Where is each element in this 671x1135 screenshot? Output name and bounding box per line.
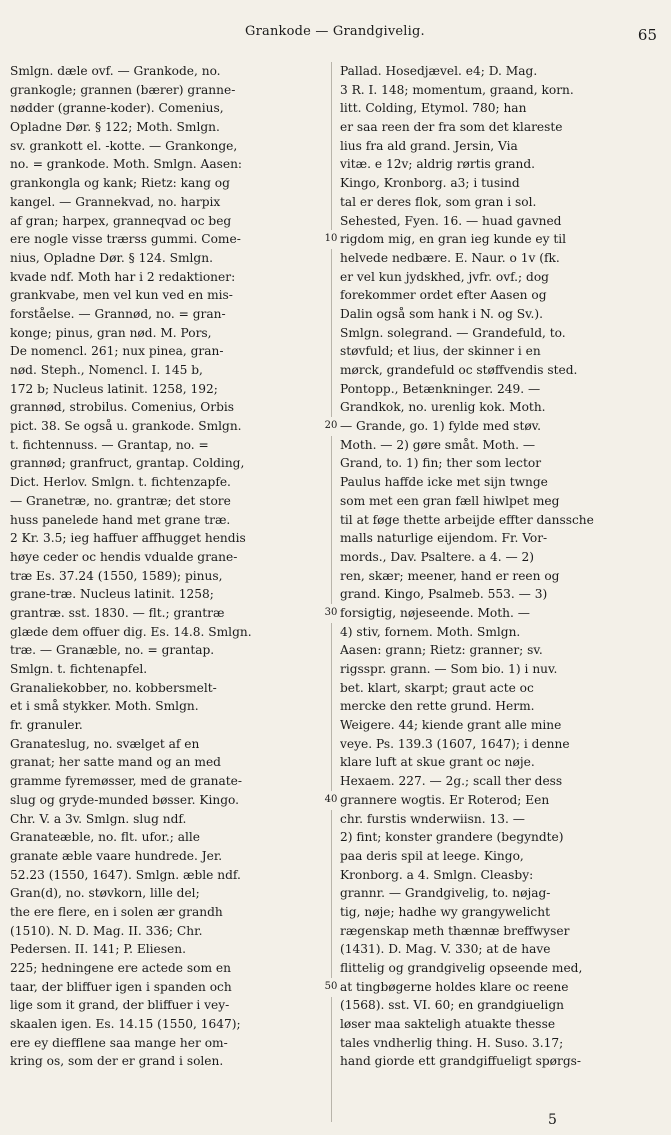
line-number: 50 xyxy=(322,978,340,997)
text-line: klare luft at skue grant oc nøje. xyxy=(340,755,535,770)
text-line: 52.23 (1550, 1647). Smlgn. æble ndf. xyxy=(10,867,241,882)
text-line: kring os, som der er grand i solen. xyxy=(10,1054,224,1069)
text-line: grannød; granfruct, grantap. Colding, xyxy=(10,456,245,471)
text-line: støvfuld; et lius, der skinner i en xyxy=(340,344,541,359)
text-line: hand giorde ett grandgiffueligt spørgs- xyxy=(340,1054,582,1069)
text-line: — Granetræ, no. grantræ; det store xyxy=(10,493,231,508)
text-line: ere nogle visse trærss gummi. Come- xyxy=(10,232,241,247)
text-line: lige som it grand, der bliffuer i vey- xyxy=(10,998,230,1013)
text-line: Weigere. 44; kiende grant alle mine xyxy=(340,718,562,733)
text-line: Grandkok, no. urenlig kok. Moth. xyxy=(340,400,546,415)
text-line: et i små stykker. Moth. Smlgn. xyxy=(10,699,199,714)
text-line: grankvabe, men vel kun ved en mis- xyxy=(10,288,233,303)
text-line: skaalen igen. Es. 14.15 (1550, 1647); xyxy=(10,1017,241,1032)
text-line: rægenskap meth thænnæ breffwyser xyxy=(340,923,570,938)
text-line: at tingbøgerne holdes klare oc reene xyxy=(340,979,569,994)
text-line: ren, skær; meener, hand er reen og xyxy=(340,568,560,583)
text-line: Granateæble, no. flt. ufor.; alle xyxy=(10,830,200,845)
text-line: Smlgn. solegrand. — Grandefuld, to. xyxy=(340,325,566,340)
text-line: fr. granuler. xyxy=(10,718,83,733)
text-line: rigsspr. grann. — Som bio. 1) i nuv. xyxy=(340,662,558,676)
text-line: ere ey diefflene saa mange her om- xyxy=(10,1035,228,1050)
text-line: huss panelede hand met grane træ. xyxy=(10,512,231,527)
text-line: Hexaem. 227. — 2g.; scall ther dess xyxy=(340,774,563,789)
text-line: høye ceder oc hendis vdualde grane- xyxy=(10,549,238,564)
text-line: nødder (granne-koder). Comenius, xyxy=(10,101,224,116)
text-line: Gran(d), no. støvkorn, lille del; xyxy=(10,886,200,901)
text-line: grand. Kingo, Psalmeb. 553. — 3) xyxy=(340,587,548,602)
text-line: 172 b; Nucleus latinit. 1258, 192; xyxy=(10,381,218,396)
text-line: af gran; harpex, granneqvad oc beg xyxy=(10,213,232,228)
text-line: lius fra ald grand. Jersin, Via xyxy=(340,138,518,153)
text-line: malls naturlige eijendom. Fr. Vor- xyxy=(340,531,548,546)
text-line: som met een gran fæll hiwlpet meg xyxy=(340,493,560,508)
text-line: Pallad. Hosedjævel. e4; D. Mag. xyxy=(340,64,538,78)
text-line: mords., Dav. Psaltere. a 4. — 2) xyxy=(340,549,535,564)
text-line: Pontopp., Betænkninger. 249. — xyxy=(340,381,541,396)
text-line: grantræ. sst. 1830. — flt.; grantræ xyxy=(10,605,225,620)
text-line: er vel kun jydskhed, jvfr. ovf.; dog xyxy=(340,269,549,284)
text-line: grannere wogtis. Er Roterod; Een xyxy=(340,792,550,807)
text-line: flittelig og grandgivelig opseende med, xyxy=(340,961,583,975)
text-line: bet. klart, skarpt; graut acte oc xyxy=(340,680,534,695)
text-line: Sehested, Fyen. 16. — huad gavned xyxy=(340,213,562,228)
text-line: Smlgn. t. fichtenapfel. xyxy=(10,662,148,676)
line-number: 40 xyxy=(322,791,340,810)
text-line: mørck, grandefuld oc støffvendis sted. xyxy=(340,363,578,377)
line-number: 10 xyxy=(322,230,340,249)
text-line: Chr. V. a 3v. Smlgn. slug ndf. xyxy=(10,811,187,826)
text-line: tal er deres flok, som gran i sol. xyxy=(340,194,537,209)
text-line: Dict. Herlov. Smlgn. t. fichtenzapfe. xyxy=(10,475,231,490)
text-line: De nomencl. 261; nux pinea, gran- xyxy=(10,344,224,359)
text-line: grankogle; grannen (bærer) granne- xyxy=(10,82,236,97)
text-line: Granaliekobber, no. kobbersmelt- xyxy=(10,680,217,695)
text-line: grane-træ. Nucleus latinit. 1258; xyxy=(10,587,214,602)
text-line: grannr. — Grandgivelig, to. nøjag- xyxy=(340,886,551,901)
text-line: — Grande, go. 1) fylde med støv. xyxy=(340,419,541,434)
text-line: granate æble vaare hundrede. Jer. xyxy=(10,848,223,863)
text-line: Paulus haffde icke met sijn twnge xyxy=(340,475,548,490)
text-line: Grand, to. 1) fin; ther som lector xyxy=(340,456,542,471)
text-line: Kingo, Kronborg. a3; i tusind xyxy=(340,176,520,191)
text-line: mercke den rette grund. Herm. xyxy=(340,699,535,714)
text-line: til at føge thette arbeijde effter danssche xyxy=(340,512,594,527)
text-line: 3 R. I. 148; momentum, graand, korn. xyxy=(340,82,574,97)
text-line: sv. grankott el. -kotte. — Grankonge, xyxy=(10,138,238,153)
text-line: 225; hedningene ere actede som en xyxy=(10,961,231,975)
text-line: forekommer ordet efter Aasen og xyxy=(340,288,547,303)
text-line: veye. Ps. 139.3 (1607, 1647); i denne xyxy=(340,736,570,751)
left-column xyxy=(10,62,322,1071)
text-line: konge; pinus, gran nød. M. Pors, xyxy=(10,325,212,340)
column-divider xyxy=(331,62,332,1122)
text-line: Aasen: grann; Rietz: granner; sv. xyxy=(340,643,543,658)
text-line: træ Es. 37.24 (1550, 1589); pinus, xyxy=(10,568,223,583)
text-line: Pedersen. II. 141; P. Eliesen. xyxy=(10,942,186,957)
text-line: 2 Kr. 3.5; ieg haffuer affhugget hendis xyxy=(10,531,246,546)
text-line: chr. furstis wnderwiisn. 13. — xyxy=(340,811,525,826)
text-line: Granateslug, no. svælget af en xyxy=(10,736,200,751)
text-line: Dalin også som hank i N. og Sv.). xyxy=(340,306,544,321)
text-line: helvede nedbære. E. Naur. o 1v (fk. xyxy=(340,250,560,265)
running-title: Grankode — Grandgivelig. xyxy=(245,24,425,39)
text-line: Moth. — 2) gøre småt. Moth. — xyxy=(340,437,536,452)
text-line: (1568). sst. VI. 60; en grandgiuelign xyxy=(340,998,564,1013)
text-line: taar, der bliffuer igen i spanden och xyxy=(10,979,232,994)
text-line: løser maa sakteligh atuakte thesse xyxy=(340,1017,556,1032)
text-line: rigdom mig, en gran ieg kunde ey til xyxy=(340,232,567,247)
text-line: vitæ. e 12v; aldrig rørtis grand. xyxy=(340,157,536,172)
signature-mark: 5 xyxy=(548,1112,557,1128)
text-line: no. = grankode. Moth. Smlgn. Aasen: xyxy=(10,157,243,172)
text-line: 4) stiv, fornem. Moth. Smlgn. xyxy=(340,624,521,639)
text-line: nius, Opladne Dør. § 124. Smlgn. xyxy=(10,250,213,265)
text-line: paa deris spil at leege. Kingo, xyxy=(340,848,524,863)
text-line: the ere flere, en i solen ær grandh xyxy=(10,904,223,919)
text-line: er saa reen der fra som det klareste xyxy=(340,120,563,135)
text-line: grankongla og kank; Rietz: kang og xyxy=(10,176,230,191)
text-line: forståelse. — Grannød, no. = gran- xyxy=(10,306,226,321)
text-line: Kronborg. a 4. Smlgn. Cleasby: xyxy=(340,867,534,882)
text-line: træ. — Granæble, no. = grantap. xyxy=(10,643,215,658)
line-number: 20 xyxy=(322,417,340,436)
text-line: pict. 38. Se også u. grankode. Smlgn. xyxy=(10,419,242,434)
text-line: 2) fint; konster grandere (begyndte) xyxy=(340,830,564,845)
text-line: kangel. — Grannekvad, no. harpix xyxy=(10,194,221,209)
text-line: t. fichtennuss. — Grantap, no. = xyxy=(10,437,209,452)
text-line: tales vndherlig thing. H. Suso. 3.17; xyxy=(340,1035,564,1050)
text-line: granat; her satte mand og an med xyxy=(10,755,221,770)
text-line: Smlgn. dæle ovf. — Grankode, no. xyxy=(10,64,221,78)
page-number: 65 xyxy=(637,26,657,44)
text-line: (1510). N. D. Mag. II. 336; Chr. xyxy=(10,923,203,938)
text-line: grannød, strobilus. Comenius, Orbis xyxy=(10,400,235,415)
text-line: slug og gryde-munded bøsser. Kingo. xyxy=(10,792,240,807)
page-header xyxy=(0,24,671,46)
text-line: gramme fyremøsser, med de granate- xyxy=(10,774,242,789)
text-line: kvade ndf. Moth har i 2 redaktioner: xyxy=(10,269,236,284)
line-number: 30 xyxy=(322,604,340,623)
text-line: litt. Colding, Etymol. 780; han xyxy=(340,101,527,116)
right-column xyxy=(340,62,658,1071)
text-line: forsigtig, nøjeseende. Moth. — xyxy=(340,605,530,620)
text-line: glæde dem offuer dig. Es. 14.8. Smlgn. xyxy=(10,624,252,639)
text-line: (1431). D. Mag. V. 330; at de have xyxy=(340,942,551,957)
text-line: tig, nøje; hadhe wy grangywelicht xyxy=(340,904,550,919)
text-line: Opladne Dør. § 122; Moth. Smlgn. xyxy=(10,120,220,135)
text-line: nød. Steph., Nomencl. I. 145 b, xyxy=(10,363,203,377)
